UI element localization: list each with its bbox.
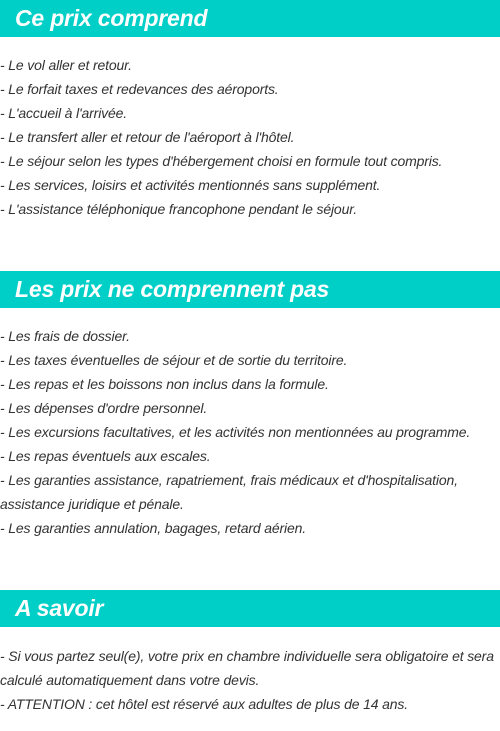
- list-item: - Les taxes éventuelles de séjour et de sortie du territoire.: [0, 352, 348, 368]
- section-price-excludes: [0, 271, 500, 540]
- list-item: - Les garanties annulation, bagages, retard aérien.: [0, 520, 307, 536]
- list-item: - Si vous partez seul(e), votre prix en chambre individuelle sera obligatoire et sera calculé automatiquement dans votre devis.: [0, 648, 494, 688]
- section-header: [0, 0, 500, 37]
- notes-list: [0, 644, 500, 716]
- section-title: A savoir: [15, 595, 104, 621]
- section-header: [0, 271, 500, 308]
- list-item: - Le forfait taxes et redevances des aéroports.: [0, 81, 279, 97]
- list-item: - Le séjour selon les types d'hébergement choisi en formule tout compris.: [0, 153, 443, 169]
- excluded-items-list: [0, 324, 500, 540]
- list-item: - Les excursions facultatives, et les activités non mentionnées au programme.: [0, 424, 471, 440]
- section-title: Les prix ne comprennent pas: [15, 276, 330, 302]
- list-item: - L'assistance téléphonique francophone pendant le séjour.: [0, 201, 357, 217]
- list-item: - L'accueil à l'arrivée.: [0, 105, 128, 121]
- list-item: - ATTENTION : cet hôtel est réservé aux adultes de plus de 14 ans.: [0, 696, 408, 712]
- list-item: - Les repas et les boissons non inclus dans la formule.: [0, 376, 329, 392]
- list-item: - Le vol aller et retour.: [0, 57, 132, 73]
- list-item: - Le transfert aller et retour de l'aéroport à l'hôtel.: [0, 129, 295, 145]
- list-item: - Les repas éventuels aux escales.: [0, 448, 211, 464]
- included-items-list: [0, 53, 500, 221]
- list-item: - Les dépenses d'ordre personnel.: [0, 400, 208, 416]
- section-price-includes: [0, 0, 500, 221]
- section-good-to-know: [0, 590, 500, 716]
- section-header: [0, 590, 500, 627]
- list-item: - Les services, loisirs et activités mentionnés sans supplément.: [0, 177, 381, 193]
- list-item: - Les frais de dossier.: [0, 328, 130, 344]
- list-item: - Les garanties assistance, rapatriement, frais médicaux et d'hospitalisation, assistance juridique et pénale.: [0, 472, 458, 512]
- section-title: Ce prix comprend: [15, 5, 208, 31]
